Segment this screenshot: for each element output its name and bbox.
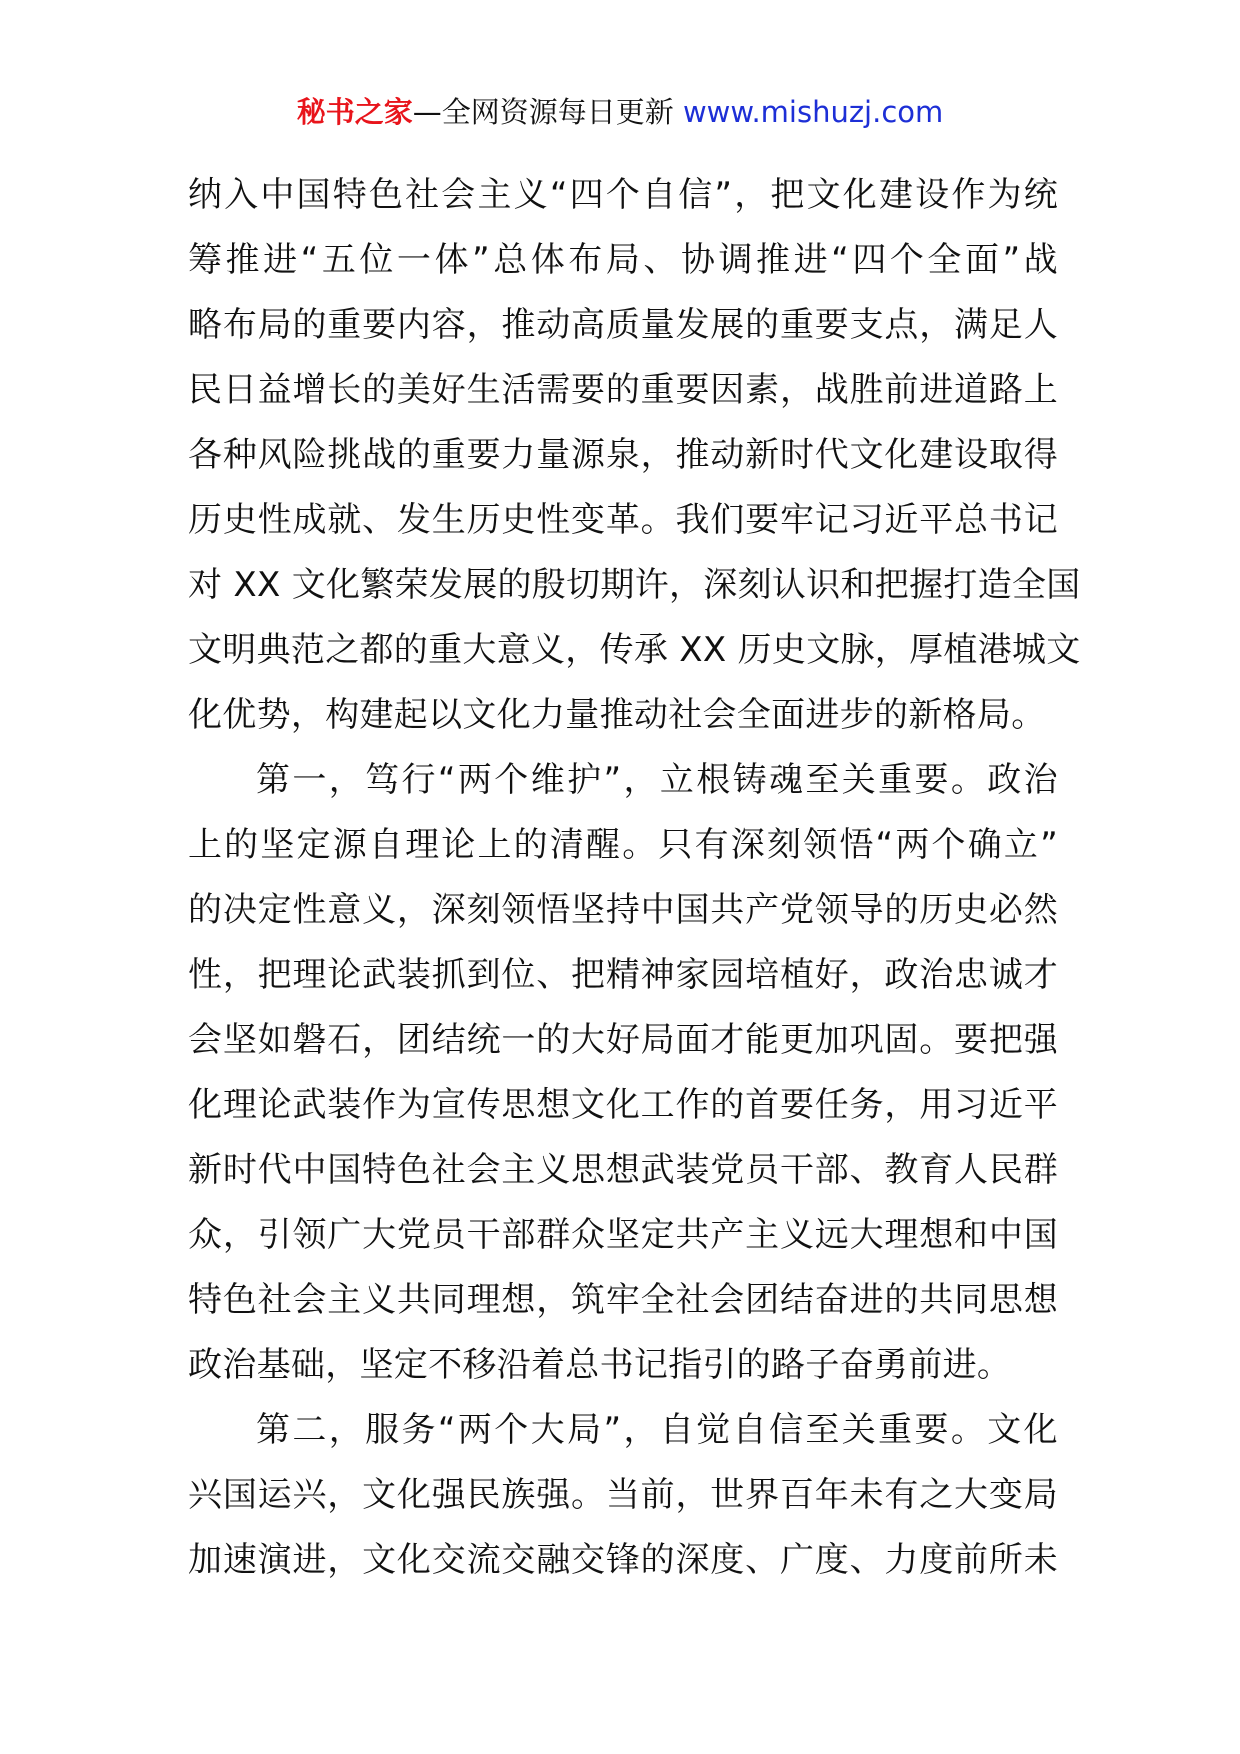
site-header [0,92,1240,132]
text-line: 筹推进“五位一体”总体布局、协调推进“四个全面”战 [188,240,1058,280]
paragraph-first-line: 第一，笃行“两个维护”，立根铸魂至关重要。政治 [256,760,1058,800]
text-line: 特色社会主义共同理想，筑牢全社会团结奋进的共同思想 [188,1280,1058,1320]
text-line: 性，把理论武装抓到位、把精神家园培植好，政治忠诚才 [188,955,1058,995]
text-line: 加速演进，文化交流交融交锋的深度、广度、力度前所未 [188,1540,1058,1580]
text-line: 的决定性意义，深刻领悟坚持中国共产党领导的历史必然 [188,890,1058,930]
site-tagline: —全网资源每日更新 [412,95,683,129]
text-line: 兴国运兴，文化强民族强。当前，世界百年未有之大变局 [188,1475,1058,1515]
text-line: 略布局的重要内容，推动高质量发展的重要支点，满足人 [188,305,1058,345]
text-line: 化理论武装作为宣传思想文化工作的首要任务，用习近平 [188,1085,1058,1125]
text-line: 民日益增长的美好生活需要的重要因素，战胜前进道路上 [188,370,1058,410]
text-line: 各种风险挑战的重要力量源泉，推动新时代文化建设取得 [188,435,1058,475]
text-line: 对 XX 文化繁荣发展的殷切期许，深刻认识和把握打造全国 [188,565,1081,605]
site-brand: 秘书之家 [296,95,413,129]
text-line: 政治基础，坚定不移沿着总书记指引的路子奋勇前进。 [188,1345,1012,1385]
document-body [188,163,1081,1593]
text-line: 历史性成就、发生历史性变革。我们要牢记习近平总书记 [188,500,1058,540]
paragraph-first-line: 第二，服务“两个大局”，自觉自信至关重要。文化 [256,1410,1058,1450]
text-line: 新时代中国特色社会主义思想武装党员干部、教育人民群 [188,1150,1058,1190]
text-line: 纳入中国特色社会主义“四个自信”，把文化建设作为统 [188,175,1058,215]
text-line: 众，引领广大党员干部群众坚定共产主义远大理想和中国 [188,1215,1058,1255]
text-line: 化优势，构建起以文化力量推动社会全面进步的新格局。 [188,695,1046,735]
site-url-link[interactable]: www.mishuzj.com [682,95,944,129]
text-line: 会坚如磐石，团结统一的大好局面才能更加巩固。要把强 [188,1020,1058,1060]
text-line: 文明典范之都的重大意义，传承 XX 历史文脉，厚植港城文 [188,630,1081,670]
text-line: 上的坚定源自理论上的清醒。只有深刻领悟“两个确立” [188,825,1058,865]
